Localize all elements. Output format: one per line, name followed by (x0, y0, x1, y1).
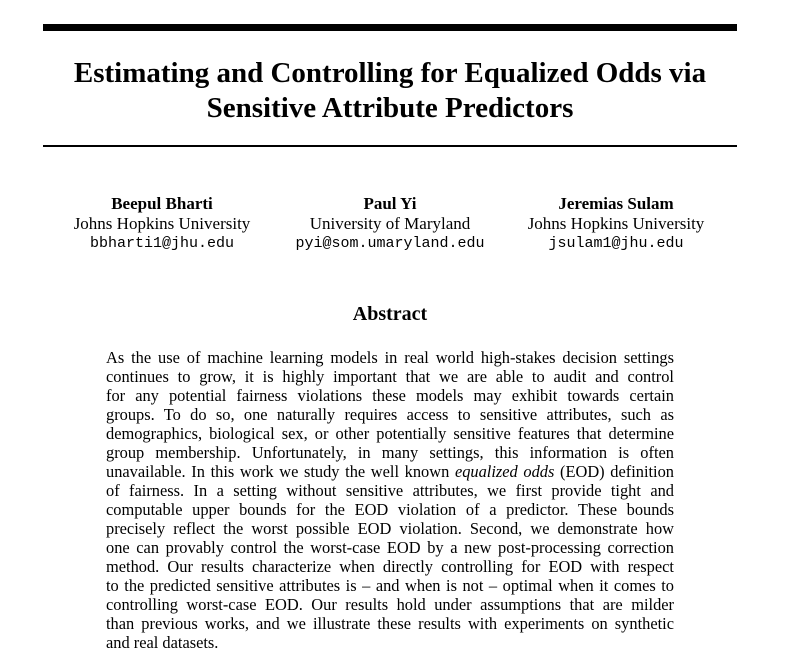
abstract-line: and real datasets. (106, 633, 219, 652)
author-block-1 (62, 194, 262, 254)
abstract-line: continues to grow, it is highly important that we are able to audit and control (106, 367, 674, 386)
abstract-line: computable upper bounds for the EOD violation of a predictor. These bounds (106, 500, 674, 519)
abstract-line: As the use of machine learning models in real world high-stakes decision settings (106, 348, 674, 367)
author-affiliation: Johns Hopkins University (73, 214, 251, 233)
abstract-heading: Abstract (352, 303, 428, 325)
abstract-line: groups. To do so, one naturally requires access to sensitive attributes, such as (106, 405, 674, 424)
author-affiliation: Johns Hopkins University (527, 214, 705, 233)
abstract-line-eod-tail: (EOD) definition (554, 462, 674, 481)
bottom-rule (43, 145, 737, 147)
title-line-1: Estimating and Controlling for Equalized Odds via (73, 57, 707, 89)
abstract-line: precisely reflect the worst possible EOD violation. Second, we demonstrate how (106, 519, 674, 538)
author-email: pyi@som.umaryland.edu (295, 235, 485, 252)
author-block-3 (516, 194, 716, 254)
abstract-line: demographics, biological sex, or other potentially sensitive features that determine (106, 424, 674, 443)
abstract-line: controlling worst-case EOD. Our results hold under assumptions that are milder (106, 595, 674, 614)
abstract-line-eod-head: unavailable. In this work we study the well known (106, 462, 455, 481)
abstract-line-eod (106, 462, 674, 481)
equalized-odds-term: equalized odds (454, 462, 555, 481)
top-rule (43, 24, 737, 31)
abstract-line: for any potential fairness violations these models may exhibit towards certain (106, 386, 674, 405)
author-name: Beepul Bharti (111, 194, 213, 213)
author-email: bbharti1@jhu.edu (89, 235, 235, 252)
author-name: Jeremias Sulam (558, 194, 674, 213)
abstract-line: one can provably control the worst-case EOD by a new post-processing correction (106, 538, 674, 557)
abstract-line: group membership. Unfortunately, in many settings, this information is often (106, 443, 674, 462)
abstract-line: to the predicted sensitive attributes is – and when is not – optimal when it comes to (106, 576, 674, 595)
author-affiliation: University of Maryland (309, 214, 471, 233)
abstract-line: than previous works, and we illustrate these results with experiments on synthetic (106, 614, 674, 633)
paper-title (43, 56, 737, 126)
title-line-2: Sensitive Attribute Predictors (206, 92, 574, 124)
author-name: Paul Yi (363, 194, 417, 213)
abstract-line: of fairness. In a setting without sensitive attributes, we first provide tight and (106, 481, 674, 500)
abstract-body (106, 348, 674, 652)
abstract-line: method. Our results characterize when directly controlling for EOD with respect (106, 557, 674, 576)
author-email: jsulam1@jhu.edu (548, 235, 684, 252)
author-block-2 (280, 194, 500, 254)
